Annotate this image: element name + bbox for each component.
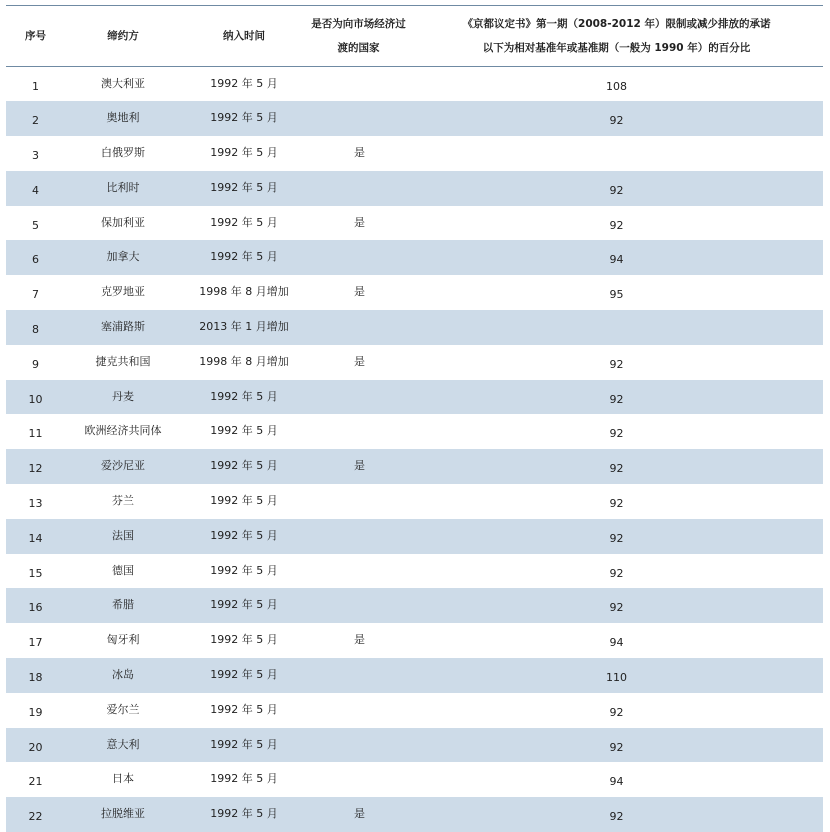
row-transition-cell [307, 414, 410, 449]
row-party-cell: 拉脱维亚 [65, 797, 181, 832]
row-transition-cell [307, 658, 410, 693]
row-transition-cell: 是 [307, 275, 410, 310]
table-row [6, 310, 823, 345]
table-row [6, 240, 823, 275]
row-party-cell: 丹麦 [65, 380, 181, 415]
header-party: 缔约方 [65, 6, 181, 67]
row-kyoto-cell: 92 [410, 206, 823, 241]
row-party-cell: 比利时 [65, 171, 181, 206]
header-row [6, 6, 823, 67]
row-transition-cell [307, 519, 410, 554]
row-kyoto-cell: 108 [410, 67, 823, 102]
row-joined-cell: 1992 年 5 月 [181, 588, 307, 623]
row-index-cell: 15 [6, 554, 65, 589]
row-joined-cell: 1992 年 5 月 [181, 67, 307, 102]
row-kyoto-cell: 95 [410, 275, 823, 310]
row-party-cell: 匈牙利 [65, 623, 181, 658]
table-row [6, 762, 823, 797]
table-row [6, 797, 823, 832]
header-transition-line1: 是否为向市场经济过 [307, 12, 410, 36]
row-transition-cell [307, 484, 410, 519]
row-kyoto-cell: 94 [410, 240, 823, 275]
row-party-cell: 爱沙尼亚 [65, 449, 181, 484]
row-party-cell: 日本 [65, 762, 181, 797]
row-index-cell: 16 [6, 588, 65, 623]
row-kyoto-cell: 92 [410, 449, 823, 484]
row-joined-cell: 1992 年 5 月 [181, 554, 307, 589]
row-kyoto-cell: 92 [410, 380, 823, 415]
row-transition-cell [307, 762, 410, 797]
header-joined: 纳入时间 [181, 6, 307, 67]
row-joined-cell: 1992 年 5 月 [181, 519, 307, 554]
row-index-cell: 18 [6, 658, 65, 693]
row-index-cell: 2 [6, 101, 65, 136]
table-row [6, 345, 823, 380]
row-index-cell: 19 [6, 693, 65, 728]
row-transition-cell [307, 240, 410, 275]
row-joined-cell: 1992 年 5 月 [181, 623, 307, 658]
row-joined-cell: 1992 年 5 月 [181, 728, 307, 763]
row-index-cell: 1 [6, 67, 65, 102]
row-joined-cell: 1992 年 5 月 [181, 136, 307, 171]
row-kyoto-cell: 94 [410, 762, 823, 797]
table-body [6, 67, 823, 832]
row-transition-cell [307, 310, 410, 345]
row-transition-cell: 是 [307, 797, 410, 832]
row-transition-cell [307, 728, 410, 763]
row-kyoto-cell: 92 [410, 728, 823, 763]
table-row [6, 414, 823, 449]
row-transition-cell: 是 [307, 136, 410, 171]
row-kyoto-cell: 92 [410, 414, 823, 449]
row-kyoto-cell: 92 [410, 519, 823, 554]
row-transition-cell [307, 693, 410, 728]
row-joined-cell: 1992 年 5 月 [181, 414, 307, 449]
row-kyoto-cell: 92 [410, 101, 823, 136]
row-transition-cell [307, 101, 410, 136]
row-index-cell: 6 [6, 240, 65, 275]
row-joined-cell: 2013 年 1 月增加 [181, 310, 307, 345]
parties-table-container [6, 5, 823, 832]
row-index-cell: 20 [6, 728, 65, 763]
table-row [6, 519, 823, 554]
row-party-cell: 欧洲经济共同体 [65, 414, 181, 449]
row-kyoto-cell: 92 [410, 171, 823, 206]
annex-parties-table [6, 5, 823, 832]
row-transition-cell: 是 [307, 206, 410, 241]
table-row [6, 693, 823, 728]
row-index-cell: 7 [6, 275, 65, 310]
row-kyoto-cell: 92 [410, 345, 823, 380]
row-joined-cell: 1992 年 5 月 [181, 380, 307, 415]
row-party-cell: 澳大利亚 [65, 67, 181, 102]
row-index-cell: 17 [6, 623, 65, 658]
row-index-cell: 5 [6, 206, 65, 241]
row-party-cell: 冰岛 [65, 658, 181, 693]
row-transition-cell: 是 [307, 449, 410, 484]
row-party-cell: 加拿大 [65, 240, 181, 275]
row-joined-cell: 1992 年 5 月 [181, 240, 307, 275]
table-row [6, 101, 823, 136]
row-party-cell: 白俄罗斯 [65, 136, 181, 171]
table-row [6, 136, 823, 171]
row-transition-cell [307, 554, 410, 589]
row-party-cell: 德国 [65, 554, 181, 589]
row-party-cell: 法国 [65, 519, 181, 554]
row-transition-cell [307, 171, 410, 206]
table-row [6, 658, 823, 693]
header-transition [307, 6, 410, 67]
header-kyoto-line2: 以下为相对基准年或基准期（一般为 1990 年）的百分比 [410, 36, 823, 60]
row-joined-cell: 1992 年 5 月 [181, 206, 307, 241]
row-index-cell: 8 [6, 310, 65, 345]
table-row [6, 588, 823, 623]
row-kyoto-cell: 110 [410, 658, 823, 693]
table-row [6, 206, 823, 241]
table-row [6, 623, 823, 658]
table-row [6, 728, 823, 763]
row-index-cell: 4 [6, 171, 65, 206]
row-joined-cell: 1998 年 8 月增加 [181, 345, 307, 380]
row-kyoto-cell: 92 [410, 693, 823, 728]
row-transition-cell [307, 380, 410, 415]
row-joined-cell: 1992 年 5 月 [181, 449, 307, 484]
table-row [6, 449, 823, 484]
row-transition-cell: 是 [307, 345, 410, 380]
row-index-cell: 13 [6, 484, 65, 519]
row-party-cell: 爱尔兰 [65, 693, 181, 728]
row-index-cell: 10 [6, 380, 65, 415]
row-kyoto-cell: 92 [410, 484, 823, 519]
row-party-cell: 芬兰 [65, 484, 181, 519]
row-joined-cell: 1992 年 5 月 [181, 171, 307, 206]
row-kyoto-cell: 94 [410, 623, 823, 658]
row-index-cell: 11 [6, 414, 65, 449]
row-party-cell: 捷克共和国 [65, 345, 181, 380]
row-joined-cell: 1992 年 5 月 [181, 484, 307, 519]
row-kyoto-cell: 92 [410, 554, 823, 589]
row-joined-cell: 1992 年 5 月 [181, 797, 307, 832]
header-kyoto-commitment [410, 6, 823, 67]
row-party-cell: 希腊 [65, 588, 181, 623]
row-index-cell: 9 [6, 345, 65, 380]
table-row [6, 275, 823, 310]
row-joined-cell: 1992 年 5 月 [181, 762, 307, 797]
row-party-cell: 克罗地亚 [65, 275, 181, 310]
row-joined-cell: 1992 年 5 月 [181, 693, 307, 728]
header-kyoto-line1: 《京都议定书》第一期（2008-2012 年）限制或减少排放的承诺 [410, 12, 823, 36]
table-row [6, 484, 823, 519]
table-row [6, 67, 823, 102]
table-header [6, 6, 823, 67]
row-party-cell: 奥地利 [65, 101, 181, 136]
row-kyoto-cell: 92 [410, 588, 823, 623]
row-index-cell: 3 [6, 136, 65, 171]
row-index-cell: 22 [6, 797, 65, 832]
table-row [6, 171, 823, 206]
row-transition-cell [307, 588, 410, 623]
row-index-cell: 14 [6, 519, 65, 554]
row-transition-cell [307, 67, 410, 102]
row-index-cell: 21 [6, 762, 65, 797]
header-transition-line2: 渡的国家 [307, 36, 410, 60]
row-joined-cell: 1992 年 5 月 [181, 658, 307, 693]
table-row [6, 380, 823, 415]
row-kyoto-cell [410, 136, 823, 171]
row-kyoto-cell [410, 310, 823, 345]
row-transition-cell: 是 [307, 623, 410, 658]
row-joined-cell: 1992 年 5 月 [181, 101, 307, 136]
row-index-cell: 12 [6, 449, 65, 484]
row-party-cell: 意大利 [65, 728, 181, 763]
header-index: 序号 [6, 6, 65, 67]
row-party-cell: 塞浦路斯 [65, 310, 181, 345]
table-row [6, 554, 823, 589]
row-joined-cell: 1998 年 8 月增加 [181, 275, 307, 310]
row-kyoto-cell: 92 [410, 797, 823, 832]
row-party-cell: 保加利亚 [65, 206, 181, 241]
